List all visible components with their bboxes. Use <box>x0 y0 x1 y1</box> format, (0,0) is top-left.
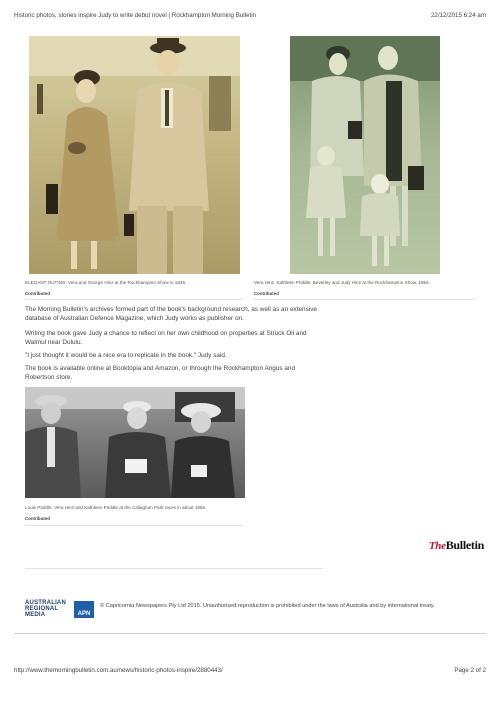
section-divider <box>25 568 323 569</box>
page-header-timestamp: 22/12/2015 6:24 am <box>430 12 486 19</box>
divider <box>254 299 476 300</box>
photo-3-credit: Contributed <box>25 516 50 521</box>
photo-couple-image <box>29 36 240 274</box>
apn-badge-text: APN <box>77 611 91 617</box>
footer-divider <box>14 633 486 634</box>
divider <box>25 525 243 526</box>
brand-name: Bulletin <box>445 538 484 552</box>
logo-line: AUSTRALIAN <box>25 600 66 606</box>
photo-3-caption: Louis Priddle, Vera Hinz and Kathleen Priddle at the Callaghan Park races in about 1956. <box>25 505 207 510</box>
brand-the: The <box>428 540 446 552</box>
article-paragraph: The book is available online at Booktopia and Amazon, or through the Rockhampton Angus and Robertson store. <box>25 365 296 381</box>
divider <box>25 299 243 300</box>
photo-races-image <box>25 387 245 498</box>
photo-2-credit: Contributed <box>254 291 279 296</box>
australian-regional-media-logo[interactable] <box>25 600 95 620</box>
photo-2-caption: Vera Hinz, Kathleen Priddle, Beverley and Judy Hinz at the Rockhampton Show, 1954. <box>254 280 430 285</box>
page-number: Page 2 of 2 <box>454 667 486 674</box>
photo-hinz-priddle-family <box>290 36 440 274</box>
photo-vera-george-hinz <box>29 36 240 274</box>
photo-family-image <box>290 36 440 274</box>
photo-1-credit: Contributed <box>25 291 50 296</box>
photo-callaghan-park-races <box>25 387 245 498</box>
page-url[interactable]: http://www.themorningbulletin.com.au/news/historic-photos-inspire/2880443/ <box>14 667 223 674</box>
article-paragraph: Writing the book gave Judy a chance to reflect on her own childhood on properties at Struck Oil and Walmul near Dululu. <box>25 330 307 346</box>
copyright-notice: © Capricornia Newspapers Pty Ltd 2015. Unauthorised reproduction is prohibited under the laws of Australia and by international treaty. <box>100 603 435 609</box>
page-header-title: Historic photos, stories inspire Judy to write debut novel | Rockhampton Morning Bulletin <box>14 12 257 19</box>
logo-line: MEDIA <box>25 612 46 618</box>
photo-1-caption: ELEGANT OUTING: Vera and George Hinz at the Rockhampton Show in 1935. <box>25 280 187 285</box>
article-paragraph: "I just thought it would be a nice era to replicate in the book," Judy said. <box>25 352 227 359</box>
the-bulletin-logo[interactable] <box>429 538 484 553</box>
apn-badge <box>74 601 94 618</box>
logo-line: REGIONAL <box>25 606 59 612</box>
article-paragraph: The Morning Bulletin's archives formed part of the book's background research, as well as an extensive database of Australian Defence Magazine, which Judy works as publisher on. <box>25 306 317 322</box>
